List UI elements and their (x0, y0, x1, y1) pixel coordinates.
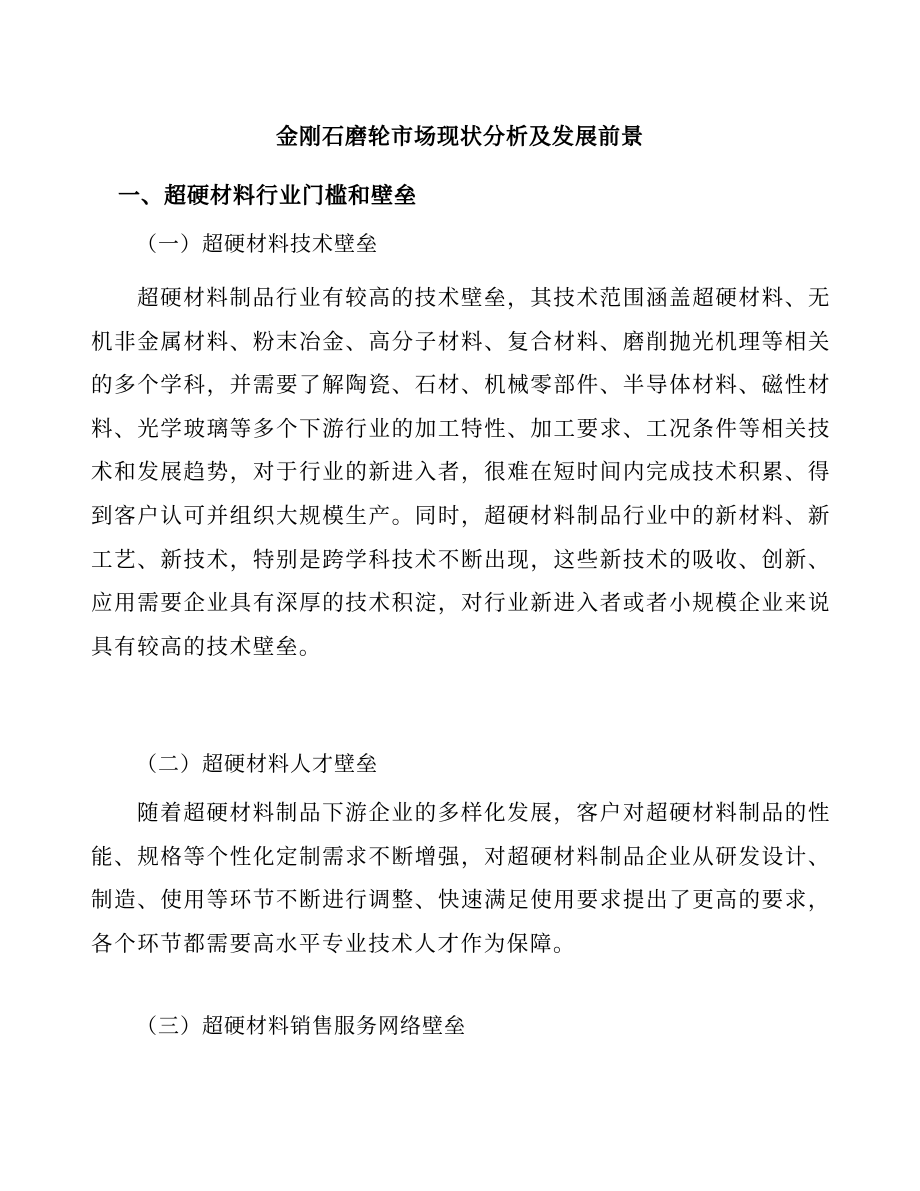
section-heading-1: 一、超硬材料行业门槛和壁垒 (118, 183, 418, 209)
subsection-heading-1: （一）超硬材料技术壁垒 (136, 232, 378, 256)
subsection-heading-2: （二）超硬材料人才壁垒 (136, 752, 378, 776)
paragraph-technical-barrier: 超硬材料制品行业有较高的技术壁垒，其技术范围涵盖超硬材料、无机非金属材料、粉末冶金、高分子材料、复合材料、磨削抛光机理等相关的多个学科，并需要了解陶瓷、石材、机械零部件、半导体材料、磁性材料、光学玻璃等多个下游行业的加工特性、加工要求、工况条件等相关技术和发展趋势，对于行业的新进入者，很难在短时间内完成技术积累、得到客户认可并组织大规模生产。同时，超硬材料制品行业中的新材料、新工艺、新技术，特别是跨学科技术不断出现，这些新技术的吸收、创新、应用需要企业具有深厚的技术积淀，对行业新进入者或者小规模企业来说具有较高的技术壁垒。 (91, 286, 831, 660)
subsection-heading-3: （三）超硬材料销售服务网络壁垒 (136, 1014, 466, 1038)
paragraph-talent-barrier: 随着超硬材料制品下游企业的多样化发展，客户对超硬材料制品的性能、规格等个性化定制需求不断增强，对超硬材料制品企业从研发设计、制造、使用等环节不断进行调整、快速满足使用要求提出了更高的要求，各个环节都需要高水平专业技术人才作为保障。 (91, 801, 831, 957)
document-title: 金刚石磨轮市场现状分析及发展前景 (275, 124, 644, 150)
